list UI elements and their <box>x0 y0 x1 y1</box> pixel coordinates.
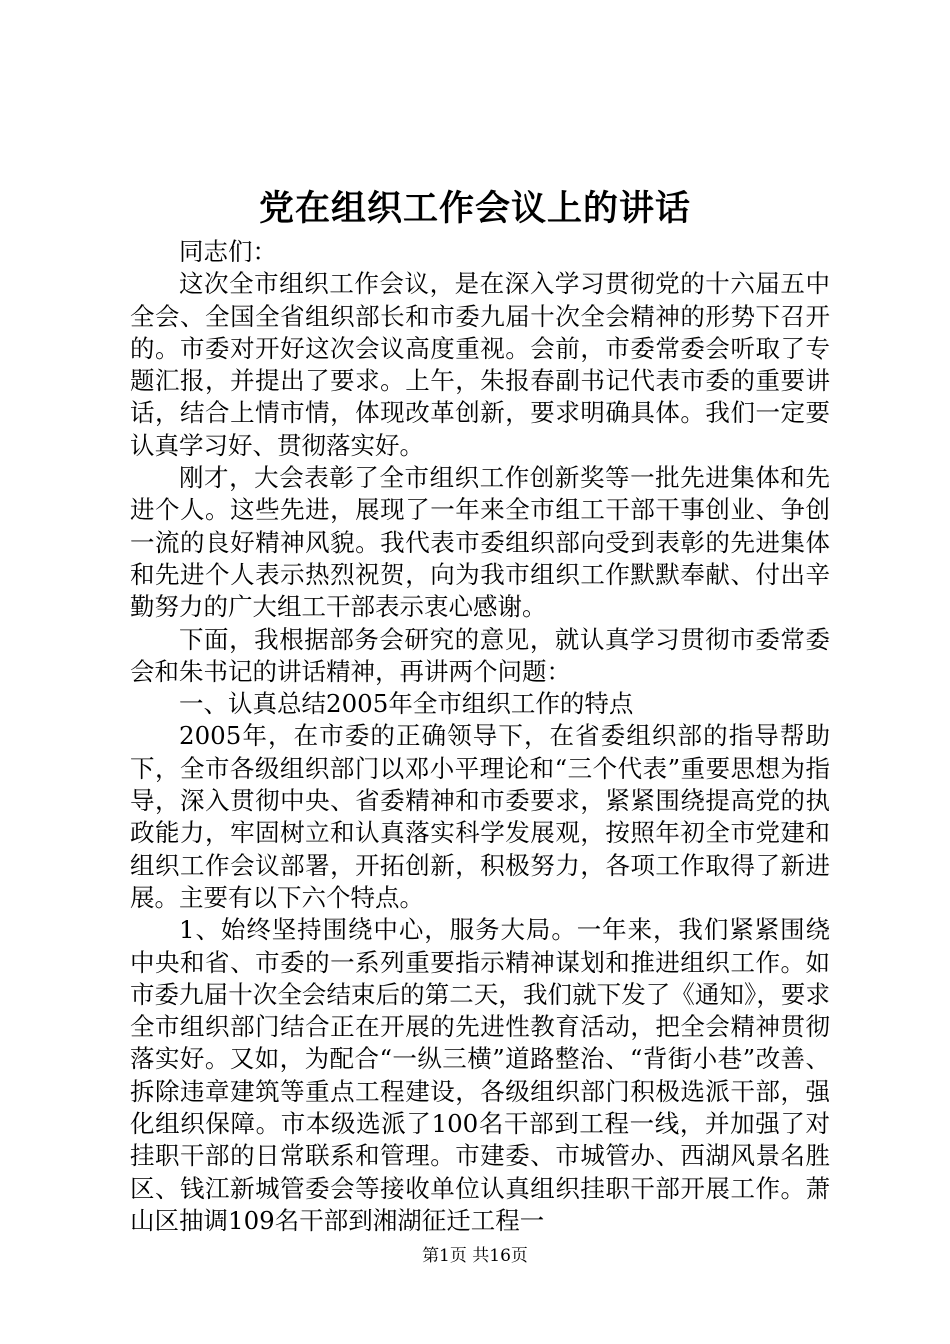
paragraph: 刚才，大会表彰了全市组织工作创新奖等一批先进集体和先进个人。这些先进，展现了一年来全市组工干部干事创业、争创一流的良好精神风貌。我代表市委组织部向受到表彰的先进集体和先进个人表示热烈祝贺，向为我市组织工作默默奉献、付出辛勤努力的广大组工干部表示衷心感谢。 <box>130 463 830 622</box>
paragraph: 2005年，在市委的正确领导下，在省委组织部的指导帮助下，全市各级组织部门以邓小平理论和“三个代表”重要思想为指导，深入贯彻中央、省委精神和市委要求，紧紧围绕提高党的执政能力，牢固树立和认真落实科学发展观，按照年初全市党建和组织工作会议部署，开拓创新，积极努力，各项工作取得了新进展。主要有以下六个特点。 <box>130 721 830 912</box>
section-heading: 一、认真总结2005年全市组织工作的特点 <box>179 689 634 719</box>
paragraph: 1、始终坚持围绕中心，服务大局。一年来，我们紧紧围绕中央和省、市委的一系列重要指示精神谋划和推进组织工作。如市委九届十次全会结束后的第二天，我们就下发了《通知》，要求全市组织部门结合正在开展的先进性教育活动，把全会精神贯彻落实好。又如，为配合“一纵三横”道路整治、“背街小巷”改善、拆除违章建筑等重点工程建设，各级组织部门积极选派干部，强化组织保障。市本级选派了100名干部到工程一线，并加强了对挂职干部的日常联系和管理。市建委、市城管办、西湖风景名胜区、钱江新城管委会等接收单位认真组织挂职干部开展工作。萧山区抽调109名干部到湘湖征迁工程一 <box>130 915 830 1235</box>
paragraph: 下面，我根据部务会研究的意见，就认真学习贯彻市委常委会和朱书记的讲话精神，再讲两个问题： <box>130 624 830 686</box>
document-title: 党在组织工作会议上的讲话 <box>258 189 691 229</box>
page-number-footer: 第1页 共16页 <box>422 1246 528 1266</box>
document-body <box>130 236 830 1237</box>
paragraph: 这次全市组织工作会议，是在深入学习贯彻党的十六届五中全会、全国全省组织部长和市委九届十次全会精神的形势下召开的。市委对开好这次会议高度重视。会前，市委常委会听取了专题汇报，并提出了要求。上午，朱报春副书记代表市委的重要讲话，结合上情市情，体现改革创新，要求明确具体。我们一定要认真学习好、贯彻落实好。 <box>130 269 830 460</box>
salutation: 同志们： <box>179 237 277 266</box>
